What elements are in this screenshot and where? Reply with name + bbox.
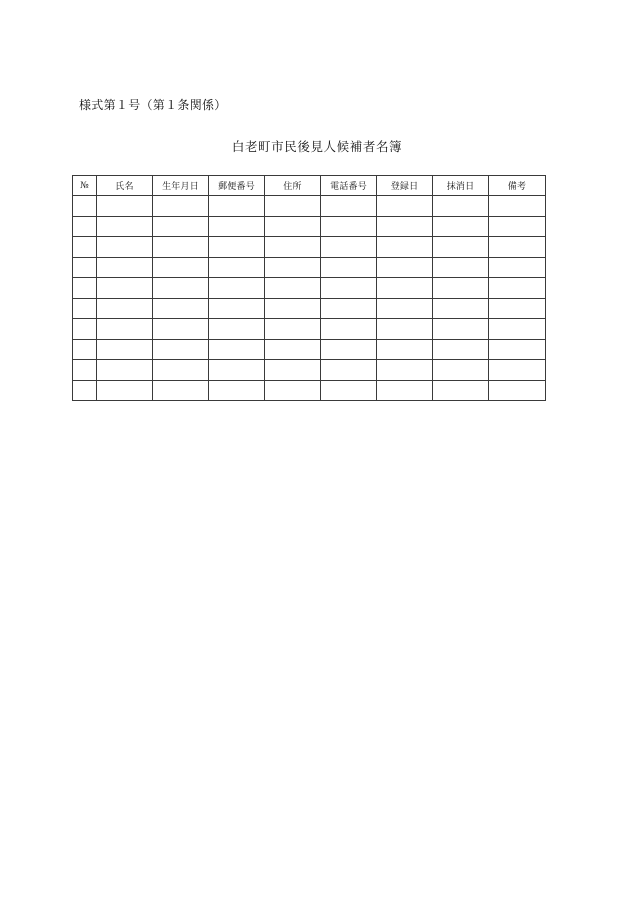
cell-postal-code[interactable] (209, 216, 265, 237)
cell-number[interactable] (73, 237, 97, 258)
table-row (73, 237, 546, 258)
cell-remarks[interactable] (489, 380, 546, 401)
cell-birthdate[interactable] (153, 196, 209, 217)
cell-name[interactable] (97, 196, 153, 217)
cell-registration-date[interactable] (377, 278, 433, 299)
cell-remarks[interactable] (489, 216, 546, 237)
cell-address[interactable] (265, 298, 321, 319)
cell-birthdate[interactable] (153, 380, 209, 401)
cell-phone[interactable] (321, 257, 377, 278)
header-postal-code: 郵便番号 (209, 176, 265, 196)
cell-deletion-date[interactable] (433, 237, 489, 258)
table-body (73, 196, 546, 401)
header-address: 住所 (265, 176, 321, 196)
cell-registration-date[interactable] (377, 339, 433, 360)
cell-postal-code[interactable] (209, 380, 265, 401)
cell-name[interactable] (97, 298, 153, 319)
cell-phone[interactable] (321, 278, 377, 299)
header-birthdate: 生年月日 (153, 176, 209, 196)
cell-deletion-date[interactable] (433, 196, 489, 217)
cell-birthdate[interactable] (153, 278, 209, 299)
cell-postal-code[interactable] (209, 278, 265, 299)
table-row (73, 380, 546, 401)
form-number-label: 様式第１号（第１条関係） (79, 98, 227, 112)
cell-registration-date[interactable] (377, 319, 433, 340)
table-row (73, 319, 546, 340)
cell-address[interactable] (265, 360, 321, 381)
cell-address[interactable] (265, 278, 321, 299)
cell-deletion-date[interactable] (433, 360, 489, 381)
table-row (73, 196, 546, 217)
cell-birthdate[interactable] (153, 257, 209, 278)
cell-name[interactable] (97, 380, 153, 401)
document-title: 白老町市民後見人候補者名簿 (231, 139, 403, 154)
cell-remarks[interactable] (489, 237, 546, 258)
cell-birthdate[interactable] (153, 339, 209, 360)
cell-number[interactable] (73, 339, 97, 360)
table-row (73, 339, 546, 360)
cell-deletion-date[interactable] (433, 257, 489, 278)
table-row (73, 216, 546, 237)
table-header-row (73, 176, 546, 196)
cell-address[interactable] (265, 319, 321, 340)
cell-name[interactable] (97, 319, 153, 340)
cell-remarks[interactable] (489, 278, 546, 299)
cell-phone[interactable] (321, 339, 377, 360)
cell-remarks[interactable] (489, 298, 546, 319)
cell-address[interactable] (265, 380, 321, 401)
cell-name[interactable] (97, 339, 153, 360)
cell-phone[interactable] (321, 216, 377, 237)
cell-postal-code[interactable] (209, 319, 265, 340)
cell-deletion-date[interactable] (433, 298, 489, 319)
table-row (73, 360, 546, 381)
cell-address[interactable] (265, 216, 321, 237)
table-row (73, 257, 546, 278)
cell-number[interactable] (73, 298, 97, 319)
cell-remarks[interactable] (489, 196, 546, 217)
cell-deletion-date[interactable] (433, 278, 489, 299)
cell-postal-code[interactable] (209, 339, 265, 360)
cell-number[interactable] (73, 278, 97, 299)
cell-registration-date[interactable] (377, 360, 433, 381)
header-phone: 電話番号 (321, 176, 377, 196)
cell-phone[interactable] (321, 237, 377, 258)
cell-remarks[interactable] (489, 339, 546, 360)
cell-birthdate[interactable] (153, 298, 209, 319)
cell-address[interactable] (265, 196, 321, 217)
cell-birthdate[interactable] (153, 319, 209, 340)
cell-postal-code[interactable] (209, 298, 265, 319)
cell-address[interactable] (265, 237, 321, 258)
cell-registration-date[interactable] (377, 196, 433, 217)
cell-postal-code[interactable] (209, 237, 265, 258)
cell-remarks[interactable] (489, 319, 546, 340)
cell-name[interactable] (97, 257, 153, 278)
table-row (73, 298, 546, 319)
header-number: № (73, 176, 97, 196)
cell-registration-date[interactable] (377, 216, 433, 237)
cell-birthdate[interactable] (153, 360, 209, 381)
cell-remarks[interactable] (489, 360, 546, 381)
cell-number[interactable] (73, 196, 97, 217)
cell-deletion-date[interactable] (433, 319, 489, 340)
cell-remarks[interactable] (489, 257, 546, 278)
header-registration-date: 登録日 (377, 176, 433, 196)
cell-phone[interactable] (321, 319, 377, 340)
cell-phone[interactable] (321, 298, 377, 319)
table-row (73, 278, 546, 299)
cell-birthdate[interactable] (153, 237, 209, 258)
cell-number[interactable] (73, 216, 97, 237)
cell-postal-code[interactable] (209, 257, 265, 278)
cell-deletion-date[interactable] (433, 339, 489, 360)
cell-name[interactable] (97, 360, 153, 381)
cell-number[interactable] (73, 360, 97, 381)
cell-phone[interactable] (321, 360, 377, 381)
cell-number[interactable] (73, 257, 97, 278)
header-remarks: 備考 (489, 176, 546, 196)
cell-registration-date[interactable] (377, 257, 433, 278)
cell-deletion-date[interactable] (433, 216, 489, 237)
cell-name[interactable] (97, 237, 153, 258)
cell-registration-date[interactable] (377, 237, 433, 258)
cell-postal-code[interactable] (209, 360, 265, 381)
cell-number[interactable] (73, 319, 97, 340)
header-name: 氏名 (97, 176, 153, 196)
candidate-register-table (72, 175, 546, 401)
cell-postal-code[interactable] (209, 196, 265, 217)
cell-number[interactable] (73, 380, 97, 401)
header-deletion-date: 抹消日 (433, 176, 489, 196)
cell-phone[interactable] (321, 196, 377, 217)
cell-name[interactable] (97, 278, 153, 299)
cell-registration-date[interactable] (377, 298, 433, 319)
cell-birthdate[interactable] (153, 216, 209, 237)
cell-deletion-date[interactable] (433, 380, 489, 401)
cell-address[interactable] (265, 339, 321, 360)
cell-address[interactable] (265, 257, 321, 278)
cell-name[interactable] (97, 216, 153, 237)
cell-registration-date[interactable] (377, 380, 433, 401)
cell-phone[interactable] (321, 380, 377, 401)
